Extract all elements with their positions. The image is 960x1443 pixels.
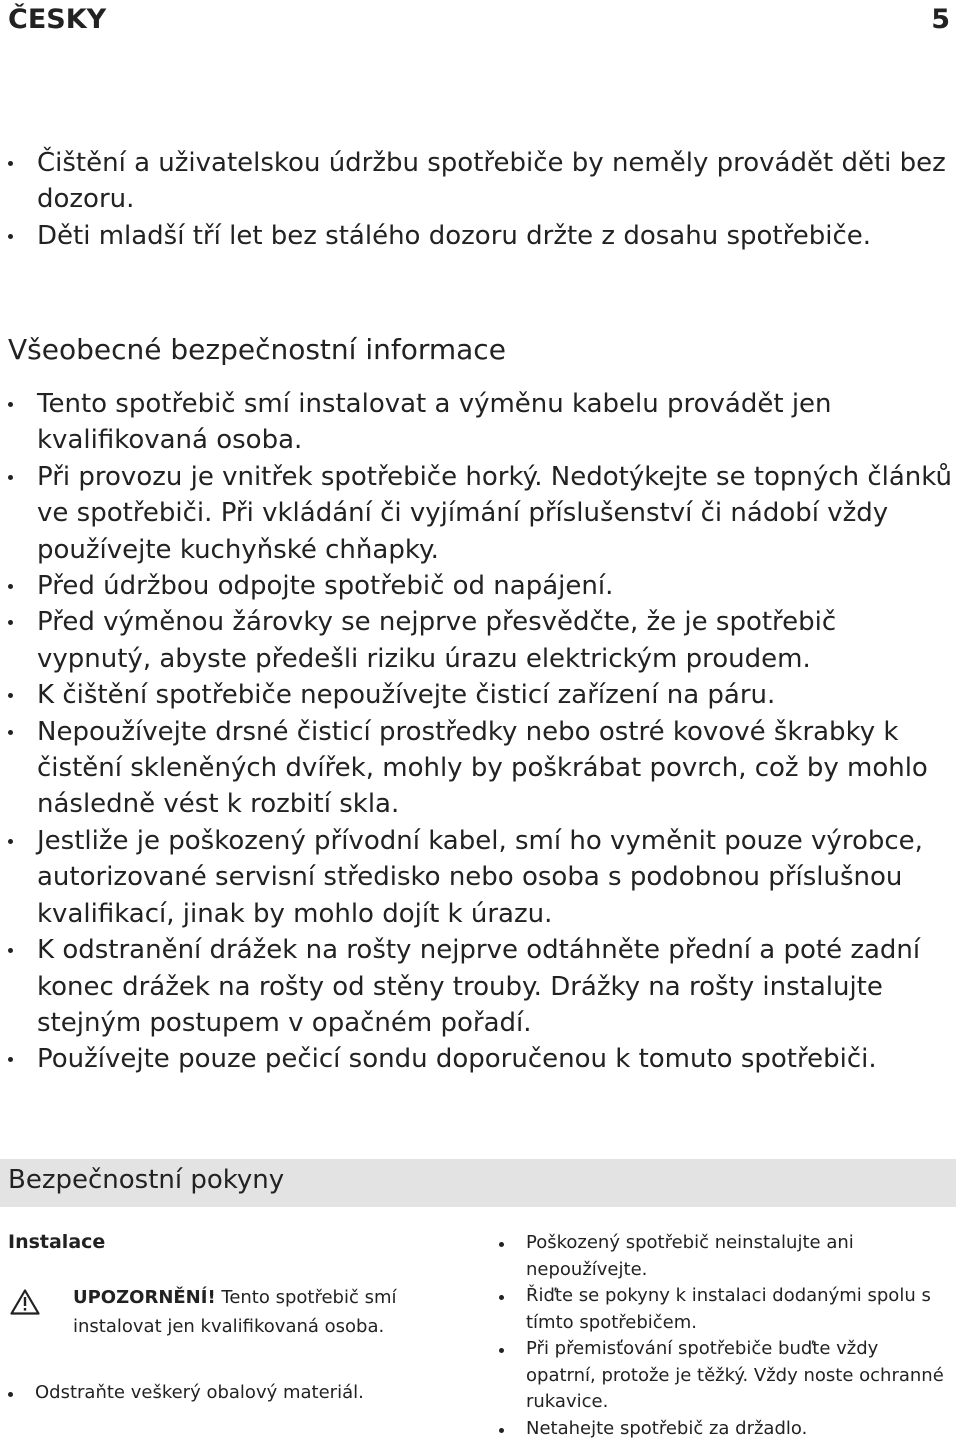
bullet-dot: [8, 234, 13, 239]
bullet-item: [8, 459, 953, 568]
bullet-dot: [499, 1295, 504, 1300]
installation-subheading: Instalace: [8, 1231, 106, 1253]
page-header: [0, 0, 960, 40]
general-bullet-list: [8, 386, 953, 1078]
bullet-text: Jestliže je poškozený přívodní kabel, smí ho vyměnit pouze výrobce, autorizované servisní středisko nebo osoba s podobnou příslušnou kvalifikací, jinak by mohlo dojít k úrazu.: [37, 825, 923, 929]
intro-bullet-list: [8, 145, 953, 254]
bullet-item: [8, 386, 953, 459]
bullet-item: [497, 1416, 952, 1443]
bullet-text: Poškozený spotřebič neinstalujte ani nepoužívejte.: [526, 1232, 854, 1280]
bullet-item: [8, 218, 953, 254]
bullet-item: [497, 1283, 952, 1336]
bullet-text: Čištění a uživatelskou údržbu spotřebiče by neměly provádět děti bez dozoru.: [37, 148, 946, 215]
bullet-item: [497, 1336, 952, 1416]
safety-instructions-heading: Bezpečnostní pokyny: [8, 1165, 285, 1195]
bullet-dot: [8, 620, 13, 625]
page-number: 5: [931, 4, 950, 35]
bullet-text: K čištění spotřebiče nepoužívejte čisticí zařízení na páru.: [37, 680, 776, 711]
bullet-text: Děti mladší tří let bez stálého dozoru držte z dosahu spotřebiče.: [37, 220, 871, 251]
bullet-text: Netahejte spotřebič za držadlo.: [526, 1417, 808, 1439]
bullet-text: Před údržbou odpojte spotřebič od napájení.: [37, 571, 614, 602]
bullet-dot: [8, 475, 13, 480]
bullet-dot: [499, 1242, 504, 1247]
bullet-dot: [499, 1348, 504, 1353]
bullet-dot: [8, 948, 13, 953]
bullet-item: [8, 604, 953, 677]
warning-triangle-icon: [10, 1289, 40, 1315]
bullet-item: [8, 823, 953, 932]
warning-text: [73, 1283, 443, 1341]
bullet-item: [8, 145, 953, 218]
bullet-item: [8, 568, 953, 604]
bullet-text: Řiďte se pokyny k instalaci dodanými spolu s tímto spotřebičem.: [526, 1285, 931, 1333]
section-title: ČESKY: [8, 4, 107, 35]
general-safety-heading: Všeobecné bezpečnostní informace: [8, 333, 506, 366]
bullet-dot: [8, 584, 13, 589]
warning-body: Tento spotřebič smí instalovat jen kvalifikovaná osoba.: [73, 1287, 397, 1337]
bullet-text: K odstranění drážek na rošty nejprve odtáhněte přední a poté zadní konec drážek na rošty od stěny trouby. Drážky na rošty instalujte stejným postupem v opačném pořadí.: [37, 935, 921, 1038]
bullet-text: Nepoužívejte drsné čisticí prostředky nebo ostré kovové škrabky k čistění skleněných dvířek, mohly by poškrábat povrch, což by mohlo následně vést k rozbití skla.: [37, 716, 928, 820]
safety-instructions-banner: [0, 1159, 956, 1207]
bullet-item: [8, 932, 953, 1041]
bullet-dot: [499, 1428, 504, 1433]
installation-right-list: [497, 1230, 952, 1442]
bullet-text: Před výměnou žárovky se nejprve přesvědčte, že je spotřebič vypnutý, abyste předešli riziku úrazu elektrickým proudem.: [37, 607, 837, 674]
bullet-item: [6, 1380, 456, 1407]
bullet-dot: [8, 1392, 13, 1397]
bullet-dot: [8, 402, 13, 407]
bullet-item: [8, 677, 953, 713]
bullet-text: Tento spotřebič smí instalovat a výměnu kabelu provádět jen kvalifikovaná osoba.: [37, 389, 832, 456]
bullet-text: Odstraňte veškerý obalový materiál.: [35, 1382, 364, 1403]
bullet-text: Při přemisťování spotřebiče buďte vždy opatrní, protože je těžký. Vždy noste ochranné rukavice.: [526, 1338, 944, 1412]
bullet-item: [8, 1041, 953, 1077]
bullet-dot: [8, 839, 13, 844]
bullet-text: Při provozu je vnitřek spotřebiče horký. Nedotýkejte se topných článků ve spotřebiči. Při vkládání či vyjímání příslušenství či nádobí vždy používejte kuchyňské chňapky.: [37, 461, 953, 565]
bullet-dot: [8, 161, 13, 166]
bullet-item: [497, 1230, 952, 1283]
bullet-text: Používejte pouze pečicí sondu doporučenou k tomuto spotřebiči.: [37, 1044, 877, 1075]
bullet-dot: [8, 730, 13, 735]
bullet-item: [8, 714, 953, 823]
bullet-dot: [8, 1057, 13, 1062]
bullet-dot: [8, 693, 13, 698]
warning-label: UPOZORNĚNÍ!: [73, 1287, 216, 1308]
installation-left-list: [6, 1380, 456, 1407]
